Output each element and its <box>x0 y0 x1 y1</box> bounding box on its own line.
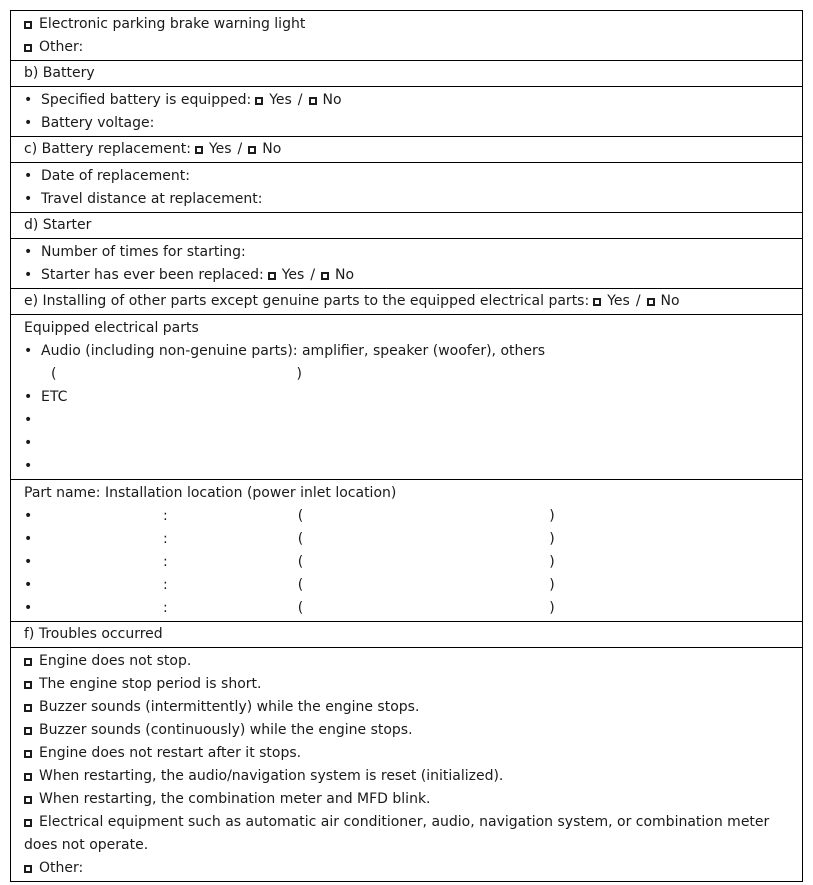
yes-no-group <box>255 92 341 108</box>
yes-label: Yes <box>281 267 305 283</box>
subsection-title-label: Equipped electrical parts <box>24 320 199 336</box>
open-paren: ( <box>297 600 304 616</box>
bullet-icon <box>24 597 41 620</box>
bullet-icon <box>24 455 41 478</box>
bullet-icon <box>24 112 41 135</box>
yes-checkbox-icon[interactable] <box>255 97 263 105</box>
slash-separator: / <box>310 267 316 283</box>
section-troubles <box>11 647 802 881</box>
part-name-blank-row <box>24 505 790 528</box>
yes-no-group <box>593 293 679 309</box>
checklist-item-label: Buzzer sounds (intermittently) while the engine stops. <box>39 699 420 715</box>
subsection-title <box>24 317 790 340</box>
bullet-icon <box>24 89 41 112</box>
slash-separator: / <box>297 92 303 108</box>
no-checkbox-icon[interactable] <box>321 272 329 280</box>
list-item <box>24 340 790 363</box>
checklist-item <box>24 696 790 719</box>
checkbox-icon[interactable] <box>24 681 32 689</box>
list-item <box>24 386 790 409</box>
checkbox-icon[interactable] <box>24 750 32 758</box>
section-header-other-parts <box>11 288 802 314</box>
list-item <box>24 89 790 112</box>
yes-no-group <box>195 141 281 157</box>
list-item-label: ETC <box>41 389 68 405</box>
checklist-item-label: Buzzer sounds (continuously) while the engine stops. <box>39 722 413 738</box>
section-header-label: f) Troubles occurred <box>24 626 163 642</box>
open-paren: ( <box>297 508 304 524</box>
checklist-item <box>24 13 790 36</box>
yes-label: Yes <box>269 92 292 108</box>
checklist-item-label: The engine stop period is short. <box>39 676 262 692</box>
section-equipped-parts <box>11 314 802 479</box>
no-checkbox-icon[interactable] <box>309 97 317 105</box>
colon-separator: : <box>163 577 168 593</box>
bullet-icon <box>24 551 41 574</box>
checkbox-icon[interactable] <box>24 44 32 52</box>
list-item-label: Number of times for starting: <box>41 244 246 260</box>
bullet-icon <box>24 188 41 211</box>
close-paren: ) <box>549 508 555 524</box>
checklist-item <box>24 811 790 857</box>
colon-separator: : <box>163 508 168 524</box>
empty-list-item <box>24 432 790 455</box>
yes-no-group <box>268 267 354 283</box>
checklist-item-label: Engine does not stop. <box>39 653 192 669</box>
open-paren: ( <box>297 577 304 593</box>
checklist-item-label: Other: <box>39 860 84 876</box>
bullet-icon <box>24 340 41 363</box>
no-label: No <box>262 141 282 157</box>
bullet-icon <box>24 409 41 432</box>
open-paren: ( <box>51 366 57 382</box>
colon-separator: : <box>163 531 168 547</box>
no-label: No <box>322 92 342 108</box>
checkbox-icon[interactable] <box>24 796 32 804</box>
checklist-item-label: Electrical equipment such as automatic air conditioner, audio, navigation system, or combination meter does not operate. <box>24 814 770 853</box>
section-header-label: e) Installing of other parts except genuine parts to the equipped electrical parts: <box>24 293 590 309</box>
checklist-item-label: Electronic parking brake warning light <box>39 16 306 32</box>
yes-checkbox-icon[interactable] <box>268 272 276 280</box>
checkbox-icon[interactable] <box>24 21 32 29</box>
checkbox-icon[interactable] <box>24 658 32 666</box>
checkbox-icon[interactable] <box>24 727 32 735</box>
no-label: No <box>335 267 355 283</box>
close-paren: ) <box>296 366 302 382</box>
section-battery <box>11 86 802 136</box>
checkbox-icon[interactable] <box>24 773 32 781</box>
checklist-item-label: When restarting, the combination meter and MFD blink. <box>39 791 431 807</box>
close-paren: ) <box>549 577 555 593</box>
section-header-battery <box>11 60 802 86</box>
checklist-item <box>24 742 790 765</box>
list-item-label: Specified battery is equipped: <box>41 92 252 108</box>
close-paren: ) <box>549 554 555 570</box>
checkbox-icon[interactable] <box>24 819 32 827</box>
part-name-blank-row <box>24 597 790 620</box>
checklist-item <box>24 765 790 788</box>
checklist-item <box>24 719 790 742</box>
section-header-starter <box>11 212 802 238</box>
bullet-icon <box>24 528 41 551</box>
slash-separator: / <box>635 293 641 309</box>
list-item <box>24 264 790 287</box>
bullet-icon <box>24 432 41 455</box>
colon-separator: : <box>163 554 168 570</box>
slash-separator: / <box>237 141 243 157</box>
part-name-blank-row <box>24 528 790 551</box>
no-label: No <box>660 293 680 309</box>
list-item-label: Travel distance at replacement: <box>41 191 263 207</box>
section-header-label: b) Battery <box>24 65 95 81</box>
open-paren: ( <box>297 531 304 547</box>
bullet-icon <box>24 241 41 264</box>
section-header-battery-replacement <box>11 136 802 162</box>
close-paren: ) <box>549 531 555 547</box>
bullet-icon <box>24 264 41 287</box>
section-warning-lights <box>11 11 802 60</box>
bullet-icon <box>24 505 41 528</box>
bullet-icon <box>24 386 41 409</box>
list-item <box>24 188 790 211</box>
section-part-name <box>11 479 802 621</box>
checklist-item-label: When restarting, the audio/navigation system is reset (initialized). <box>39 768 504 784</box>
subsection-title <box>24 482 790 505</box>
part-name-blank-row <box>24 574 790 597</box>
part-name-blank-row <box>24 551 790 574</box>
section-header-label: c) Battery replacement: <box>24 141 191 157</box>
list-item-label: Audio (including non-genuine parts): amplifier, speaker (woofer), others <box>41 343 546 359</box>
checkbox-icon[interactable] <box>24 704 32 712</box>
checkbox-icon[interactable] <box>24 865 32 873</box>
checklist-item <box>24 788 790 811</box>
list-item <box>24 241 790 264</box>
section-battery-replacement <box>11 162 802 212</box>
no-checkbox-icon[interactable] <box>647 298 655 306</box>
bullet-icon <box>24 574 41 597</box>
section-header-label: d) Starter <box>24 217 92 233</box>
colon-separator: : <box>163 600 168 616</box>
blank-paren-line <box>24 363 790 386</box>
checklist-item <box>24 673 790 696</box>
no-checkbox-icon[interactable] <box>248 146 256 154</box>
checklist-item-label: Other: <box>39 39 84 55</box>
open-paren: ( <box>297 554 304 570</box>
bullet-icon <box>24 165 41 188</box>
checklist-item-label: Engine does not restart after it stops. <box>39 745 302 761</box>
close-paren: ) <box>549 600 555 616</box>
list-item <box>24 165 790 188</box>
inspection-form <box>10 10 803 882</box>
subsection-title-label: Part name: Installation location (power inlet location) <box>24 485 397 501</box>
checklist-item <box>24 650 790 673</box>
yes-checkbox-icon[interactable] <box>195 146 203 154</box>
list-item-label: Battery voltage: <box>41 115 155 131</box>
checklist-item <box>24 857 790 880</box>
list-item <box>24 112 790 135</box>
checklist-item <box>24 36 790 59</box>
empty-list-item <box>24 409 790 432</box>
list-item-label: Starter has ever been replaced: <box>41 267 264 283</box>
yes-label: Yes <box>208 141 232 157</box>
yes-label: Yes <box>607 293 630 309</box>
section-header-troubles <box>11 621 802 647</box>
yes-checkbox-icon[interactable] <box>593 298 601 306</box>
section-starter <box>11 238 802 288</box>
empty-list-item <box>24 455 790 478</box>
list-item-label: Date of replacement: <box>41 168 190 184</box>
